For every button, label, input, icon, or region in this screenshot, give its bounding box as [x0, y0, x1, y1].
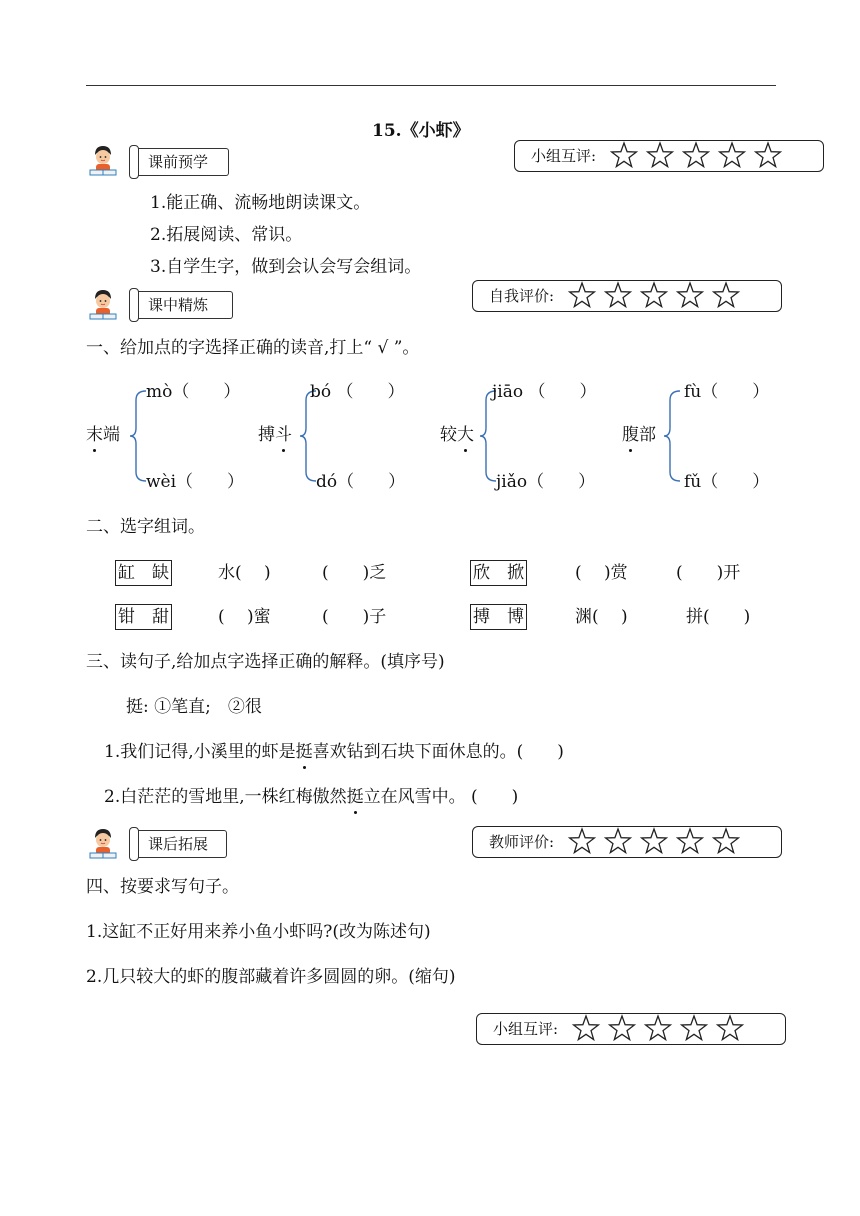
header-rule — [86, 85, 776, 86]
q2-char-box-4: 搏 博 — [470, 604, 527, 630]
q1-word-4: 腹部 — [622, 425, 656, 445]
student-reading-icon — [86, 143, 120, 177]
q2-blank-1d[interactable]: ( )开 — [676, 563, 741, 583]
star-icon[interactable] — [607, 140, 641, 170]
q2-blank-2d[interactable]: 拼( ) — [686, 607, 751, 627]
star-icon[interactable] — [709, 280, 743, 310]
q1-word-2: 搏斗 — [258, 425, 292, 445]
page-title: 15.《小虾》 — [372, 121, 470, 141]
star-icon[interactable] — [709, 826, 743, 856]
q2-heading: 二、选字组词。 — [86, 517, 205, 537]
pre-item-1: 1.能正确、流畅地朗读课文。 — [150, 193, 371, 213]
star-icon[interactable] — [601, 826, 635, 856]
star-icon[interactable] — [637, 826, 671, 856]
section-mid-label: 课中精炼 — [148, 296, 209, 314]
q2-blank-1c[interactable]: ( )赏 — [575, 563, 628, 583]
star-icon[interactable] — [677, 1013, 711, 1043]
star-icon[interactable] — [565, 280, 599, 310]
q2-char-box-2: 欣 掀 — [470, 560, 527, 586]
q3-heading: 三、读句子,给加点字选择正确的解释。(填序号) — [86, 652, 445, 672]
q1-option-2b[interactable]: dó（ ） — [316, 472, 406, 492]
star-rating-teacher[interactable] — [565, 826, 743, 856]
section-pre-label: 课前预学 — [148, 153, 209, 171]
q4-sentence-2: 2.几只较大的虾的腹部藏着许多圆圆的卵。(缩句) — [86, 967, 456, 987]
pre-item-2: 2.拓展阅读、常识。 — [150, 225, 303, 245]
star-icon[interactable] — [673, 280, 707, 310]
star-icon[interactable] — [605, 1013, 639, 1043]
star-icon[interactable] — [569, 1013, 603, 1043]
section-post-banner — [134, 830, 227, 858]
star-icon[interactable] — [679, 140, 713, 170]
group-eval-label-2: 小组互评: — [493, 1020, 559, 1038]
pre-item-3: 3.自学生字，做到会认会写会组词。 — [150, 257, 422, 277]
brace-4 — [662, 388, 682, 484]
q2-blank-2a[interactable]: ( )蜜 — [218, 607, 271, 627]
star-icon[interactable] — [715, 140, 749, 170]
star-icon[interactable] — [637, 280, 671, 310]
section-post-label: 课后拓展 — [148, 835, 209, 853]
q4-sentence-1: 1.这缸不正好用来养小鱼小虾吗?(改为陈述句) — [86, 922, 431, 942]
group-eval-box-1 — [514, 140, 824, 172]
q3-sentence-1[interactable]: 1.我们记得,小溪里的虾是挺喜欢钻到石块下面休息的。( ) — [104, 742, 564, 762]
self-eval-box — [472, 280, 782, 312]
brace-1 — [128, 388, 148, 484]
student-reading-icon — [86, 826, 120, 860]
q1-heading: 一、给加点的字选择正确的读音,打上“ √ ”。 — [86, 338, 420, 358]
group-eval-box-2 — [476, 1013, 786, 1045]
group-eval-label-1: 小组互评: — [531, 147, 597, 165]
star-rating-group-2[interactable] — [569, 1013, 747, 1043]
star-icon[interactable] — [713, 1013, 747, 1043]
star-rating-self[interactable] — [565, 280, 743, 310]
q3-sentence-2[interactable]: 2.白茫茫的雪地里,一株红梅傲然挺立在风雪中。 ( ) — [104, 787, 519, 807]
section-pre-banner — [134, 148, 229, 176]
star-icon[interactable] — [641, 1013, 675, 1043]
star-icon[interactable] — [673, 826, 707, 856]
q1-option-3a[interactable]: jiāo （ ） — [492, 382, 597, 402]
q1-word-1: 末端 — [86, 425, 120, 445]
student-reading-icon — [86, 287, 120, 321]
q2-char-box-1: 缸 缺 — [115, 560, 172, 586]
q1-option-1a[interactable]: mò（ ） — [146, 382, 241, 402]
q1-option-4b[interactable]: fǔ（ ） — [684, 472, 770, 492]
teacher-eval-box — [472, 826, 782, 858]
q2-blank-1a[interactable]: 水( ) — [218, 563, 271, 583]
q1-word-3: 较大 — [440, 425, 474, 445]
q1-option-1b[interactable]: wèi（ ） — [146, 472, 245, 492]
q2-blank-2b[interactable]: ( )子 — [322, 607, 387, 627]
star-icon[interactable] — [643, 140, 677, 170]
star-icon[interactable] — [751, 140, 785, 170]
q2-blank-2c[interactable]: 渊( ) — [575, 607, 628, 627]
star-rating-group-1[interactable] — [607, 140, 785, 170]
q1-option-3b[interactable]: jiǎo（ ） — [496, 472, 596, 492]
self-eval-label: 自我评价: — [489, 287, 555, 305]
q1-option-2a[interactable]: bó （ ） — [310, 382, 405, 402]
teacher-eval-label: 教师评价: — [489, 833, 555, 851]
q2-blank-1b[interactable]: ( )乏 — [322, 563, 387, 583]
star-icon[interactable] — [601, 280, 635, 310]
section-mid-banner — [134, 291, 233, 319]
q1-option-4a[interactable]: fù（ ） — [684, 382, 770, 402]
q4-heading: 四、按要求写句子。 — [86, 877, 239, 897]
star-icon[interactable] — [565, 826, 599, 856]
q3-definitions: 挺: ①笔直; ②很 — [126, 697, 262, 717]
q2-char-box-3: 钳 甜 — [115, 604, 172, 630]
